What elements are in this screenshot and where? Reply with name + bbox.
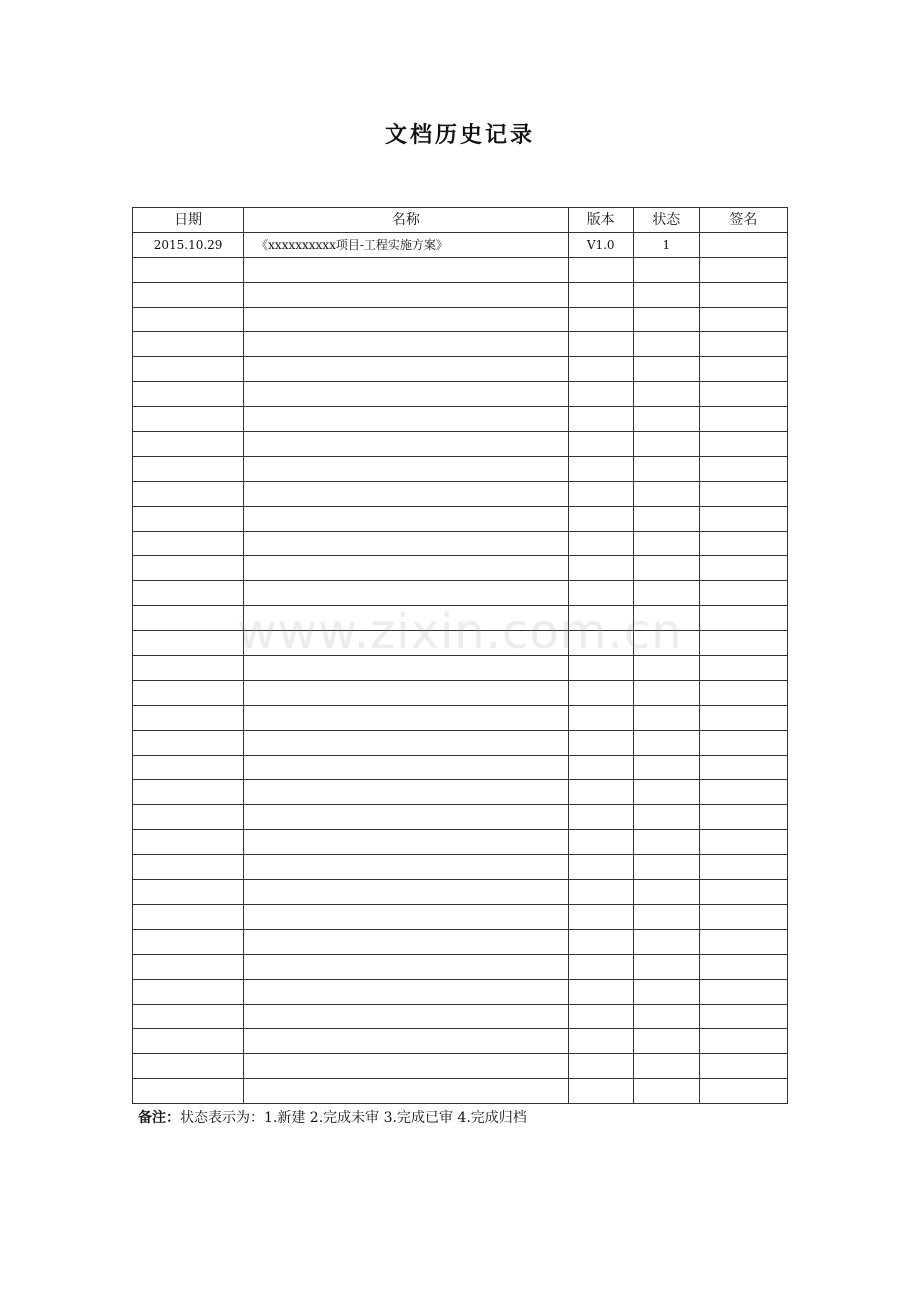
header-status: 状态: [633, 208, 699, 233]
cell-signature: [699, 730, 787, 755]
cell-date: [133, 282, 244, 307]
cell-status: [633, 830, 699, 855]
cell-status: [633, 805, 699, 830]
cell-name: [244, 631, 568, 656]
cell-signature: [699, 656, 787, 681]
table-row: [133, 730, 788, 755]
cell-signature: [699, 855, 787, 880]
cell-status: [633, 755, 699, 780]
cell-signature: [699, 805, 787, 830]
cell-version: [568, 382, 633, 407]
cell-version: [568, 1054, 633, 1079]
cell-status: [633, 606, 699, 631]
cell-status: [633, 705, 699, 730]
cell-name: [244, 656, 568, 681]
cell-status: [633, 407, 699, 432]
header-version: 版本: [568, 208, 633, 233]
cell-version: [568, 481, 633, 506]
note-text: 状态表示为：1.新建 2.完成未审 3.完成已审 4.完成归档: [180, 1110, 527, 1126]
cell-date: [133, 780, 244, 805]
cell-date: [133, 705, 244, 730]
cell-signature: [699, 506, 787, 531]
cell-version: [568, 1004, 633, 1029]
cell-date: [133, 307, 244, 332]
table-row: [133, 755, 788, 780]
cell-signature: [699, 1079, 787, 1104]
cell-date: [133, 481, 244, 506]
cell-date: [133, 730, 244, 755]
table-row: [133, 1079, 788, 1104]
cell-version: [568, 805, 633, 830]
table-row: [133, 904, 788, 929]
cell-date: [133, 1054, 244, 1079]
cell-version: [568, 705, 633, 730]
cell-name: [244, 407, 568, 432]
cell-status: [633, 979, 699, 1004]
cell-name: [244, 357, 568, 382]
table-row: [133, 805, 788, 830]
cell-date: [133, 257, 244, 282]
cell-name: [244, 904, 568, 929]
cell-version: [568, 606, 633, 631]
cell-name: [244, 755, 568, 780]
cell-date: [133, 456, 244, 481]
table-row: [133, 1004, 788, 1029]
cell-name: [244, 531, 568, 556]
cell-signature: [699, 780, 787, 805]
table-row: [133, 432, 788, 457]
table-row: [133, 606, 788, 631]
table-row: [133, 855, 788, 880]
cell-date: [133, 680, 244, 705]
cell-date: 2015.10.29: [133, 232, 244, 257]
table-row: [133, 705, 788, 730]
cell-version: [568, 730, 633, 755]
cell-name: [244, 780, 568, 805]
table-row: [133, 830, 788, 855]
footnote: [138, 1107, 527, 1127]
cell-name: [244, 307, 568, 332]
cell-name: [244, 730, 568, 755]
cell-version: [568, 855, 633, 880]
cell-version: [568, 531, 633, 556]
cell-status: [633, 730, 699, 755]
cell-name: [244, 680, 568, 705]
cell-date: [133, 357, 244, 382]
cell-signature: [699, 606, 787, 631]
cell-date: [133, 855, 244, 880]
table-row: [133, 456, 788, 481]
table-row: [133, 656, 788, 681]
cell-date: [133, 1004, 244, 1029]
cell-signature: [699, 929, 787, 954]
cell-date: [133, 755, 244, 780]
cell-status: [633, 556, 699, 581]
cell-status: [633, 357, 699, 382]
cell-signature: [699, 531, 787, 556]
cell-signature: [699, 432, 787, 457]
cell-version: [568, 456, 633, 481]
cell-signature: [699, 1029, 787, 1054]
cell-signature: [699, 1004, 787, 1029]
cell-version: [568, 755, 633, 780]
cell-name: [244, 805, 568, 830]
cell-name: [244, 432, 568, 457]
cell-signature: [699, 979, 787, 1004]
cell-name: [244, 456, 568, 481]
cell-name: [244, 979, 568, 1004]
cell-version: [568, 954, 633, 979]
cell-status: [633, 307, 699, 332]
cell-date: [133, 1079, 244, 1104]
cell-status: [633, 904, 699, 929]
cell-version: [568, 830, 633, 855]
cell-status: [633, 929, 699, 954]
cell-date: [133, 631, 244, 656]
cell-name: [244, 1054, 568, 1079]
cell-status: [633, 1004, 699, 1029]
page-title: 文档历史记录: [384, 122, 535, 148]
cell-version: [568, 631, 633, 656]
cell-status: [633, 257, 699, 282]
cell-version: [568, 432, 633, 457]
cell-signature: [699, 456, 787, 481]
cell-date: [133, 407, 244, 432]
cell-version: [568, 556, 633, 581]
table-row: [133, 631, 788, 656]
cell-name: 《xxxxxxxxxx项目-工程实施方案》: [244, 232, 568, 257]
cell-version: [568, 407, 633, 432]
cell-name: [244, 382, 568, 407]
cell-date: [133, 929, 244, 954]
table-row: [133, 929, 788, 954]
cell-name: [244, 581, 568, 606]
cell-status: [633, 506, 699, 531]
table-row: [133, 581, 788, 606]
table-row: [133, 307, 788, 332]
cell-version: [568, 979, 633, 1004]
cell-signature: [699, 830, 787, 855]
cell-status: [633, 1079, 699, 1104]
cell-signature: [699, 904, 787, 929]
table-row: [133, 282, 788, 307]
cell-status: [633, 282, 699, 307]
cell-status: [633, 880, 699, 905]
cell-signature: [699, 755, 787, 780]
cell-name: [244, 481, 568, 506]
cell-name: [244, 855, 568, 880]
cell-name: [244, 880, 568, 905]
cell-signature: [699, 232, 787, 257]
table-row: [133, 232, 788, 257]
cell-status: [633, 656, 699, 681]
cell-signature: [699, 705, 787, 730]
watermark: www.zixin.com.cn: [237, 604, 683, 660]
table-row: [133, 556, 788, 581]
cell-signature: [699, 307, 787, 332]
header-signature: 签名: [699, 208, 787, 233]
cell-status: [633, 432, 699, 457]
cell-date: [133, 979, 244, 1004]
cell-signature: [699, 357, 787, 382]
cell-version: [568, 1029, 633, 1054]
cell-version: [568, 581, 633, 606]
cell-status: 1: [633, 232, 699, 257]
cell-status: [633, 780, 699, 805]
cell-name: [244, 705, 568, 730]
cell-signature: [699, 407, 787, 432]
cell-status: [633, 332, 699, 357]
cell-name: [244, 282, 568, 307]
cell-name: [244, 929, 568, 954]
header-name: 名称: [244, 208, 568, 233]
table-row: [133, 481, 788, 506]
cell-signature: [699, 581, 787, 606]
cell-version: [568, 904, 633, 929]
cell-date: [133, 805, 244, 830]
cell-signature: [699, 680, 787, 705]
table-row: [133, 531, 788, 556]
cell-version: [568, 332, 633, 357]
cell-signature: [699, 257, 787, 282]
cell-status: [633, 456, 699, 481]
cell-version: [568, 506, 633, 531]
cell-status: [633, 581, 699, 606]
table-row: [133, 680, 788, 705]
cell-date: [133, 656, 244, 681]
cell-status: [633, 481, 699, 506]
cell-date: [133, 506, 244, 531]
note-label: 备注：: [138, 1110, 180, 1126]
cell-signature: [699, 332, 787, 357]
cell-status: [633, 954, 699, 979]
cell-name: [244, 1079, 568, 1104]
cell-status: [633, 680, 699, 705]
table-row: [133, 1029, 788, 1054]
table-row: [133, 332, 788, 357]
table-row: [133, 1054, 788, 1079]
cell-signature: [699, 631, 787, 656]
cell-version: [568, 307, 633, 332]
cell-status: [633, 382, 699, 407]
cell-signature: [699, 481, 787, 506]
header-date: 日期: [133, 208, 244, 233]
table-row: [133, 407, 788, 432]
table-row: [133, 979, 788, 1004]
cell-signature: [699, 880, 787, 905]
cell-name: [244, 606, 568, 631]
document-history-table: [132, 207, 788, 1104]
cell-date: [133, 556, 244, 581]
cell-name: [244, 1004, 568, 1029]
cell-signature: [699, 954, 787, 979]
table-row: [133, 780, 788, 805]
cell-date: [133, 904, 244, 929]
table-header-row: [133, 208, 788, 233]
cell-status: [633, 855, 699, 880]
cell-name: [244, 556, 568, 581]
cell-version: [568, 257, 633, 282]
cell-signature: [699, 282, 787, 307]
table-row: [133, 382, 788, 407]
table-row: [133, 257, 788, 282]
cell-version: V1.0: [568, 232, 633, 257]
cell-name: [244, 1029, 568, 1054]
cell-version: [568, 1079, 633, 1104]
cell-status: [633, 1029, 699, 1054]
cell-date: [133, 531, 244, 556]
cell-date: [133, 954, 244, 979]
cell-version: [568, 357, 633, 382]
cell-date: [133, 880, 244, 905]
cell-status: [633, 631, 699, 656]
table-row: [133, 880, 788, 905]
cell-version: [568, 880, 633, 905]
cell-version: [568, 929, 633, 954]
table-row: [133, 357, 788, 382]
cell-name: [244, 830, 568, 855]
cell-signature: [699, 1054, 787, 1079]
cell-signature: [699, 556, 787, 581]
cell-date: [133, 382, 244, 407]
cell-date: [133, 830, 244, 855]
cell-name: [244, 332, 568, 357]
cell-version: [568, 656, 633, 681]
table-row: [133, 954, 788, 979]
cell-signature: [699, 382, 787, 407]
cell-version: [568, 780, 633, 805]
cell-name: [244, 257, 568, 282]
table-row: [133, 506, 788, 531]
cell-date: [133, 581, 244, 606]
cell-version: [568, 680, 633, 705]
cell-date: [133, 432, 244, 457]
cell-date: [133, 332, 244, 357]
cell-name: [244, 506, 568, 531]
cell-date: [133, 606, 244, 631]
cell-name: [244, 954, 568, 979]
cell-status: [633, 1054, 699, 1079]
cell-status: [633, 531, 699, 556]
cell-version: [568, 282, 633, 307]
cell-date: [133, 1029, 244, 1054]
